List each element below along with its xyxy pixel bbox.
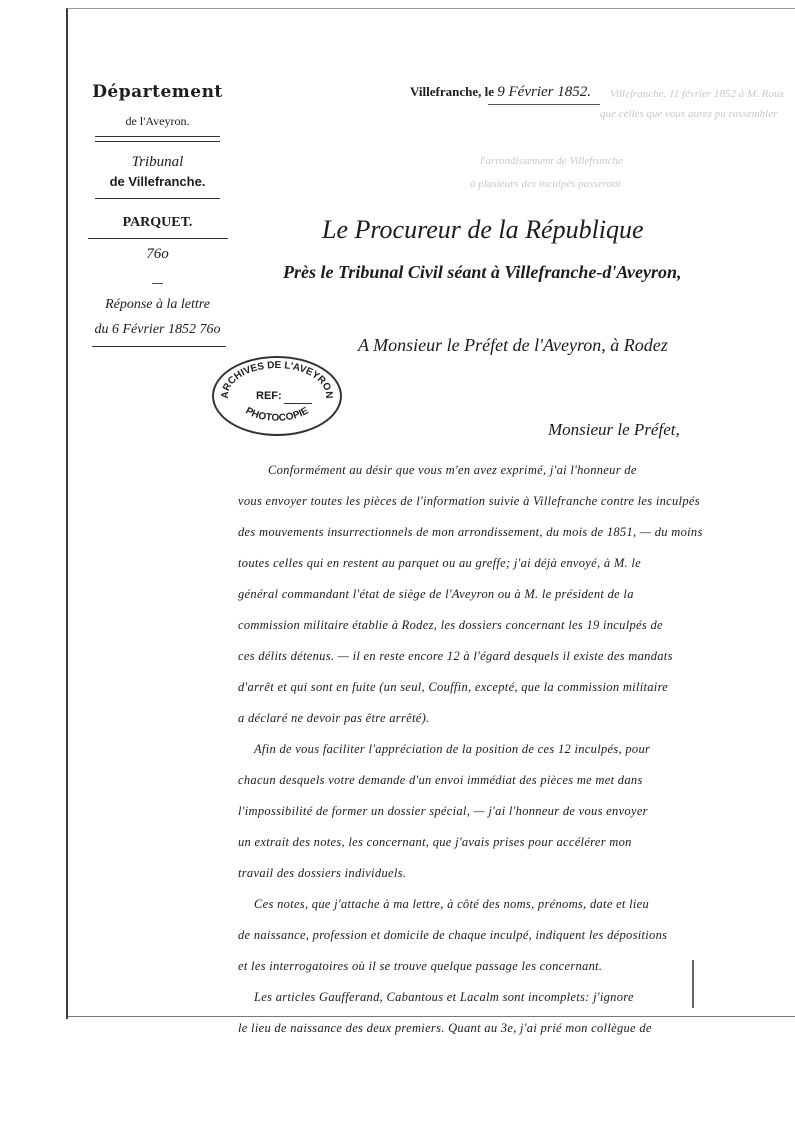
- body-line: a déclaré ne devoir pas être arrêté).: [238, 711, 430, 725]
- body-line: le lieu de naissance des deux premiers. Quant au 3e, j'ai prié mon collègue de: [238, 1021, 652, 1035]
- reply-line-2: du 6 Février 1852 76o: [94, 322, 221, 337]
- archives-stamp: [212, 356, 342, 436]
- separator: [88, 238, 228, 239]
- body-line: Les articles Gaufferand, Cabantous et Lacalm sont incomplets: j'ignore: [254, 990, 634, 1004]
- faint-offset-text: Villefranche, 11 février 1852 à M. Roux: [610, 88, 785, 100]
- faint-offset-text: que celles que vous aurez pu rassembler: [600, 108, 778, 120]
- date-underline: [488, 104, 600, 105]
- parquet-label: PARQUET.: [122, 215, 193, 230]
- date-prefix: Villefranche, le: [410, 84, 494, 99]
- svg-text:PHOTOCOPIE: [244, 405, 311, 424]
- separator: [95, 141, 220, 142]
- department-sub: de l'Aveyron.: [125, 114, 190, 128]
- body-line: vous envoyer toutes les pièces de l'information suivie à Villefranche contre les inculpés: [238, 494, 700, 508]
- body-line: Afin de vous faciliter l'appréciation de la position de ces 12 inculpés, pour: [254, 742, 651, 756]
- separator: [92, 346, 226, 347]
- stamp-ref: REF:: [256, 390, 282, 402]
- separator: [95, 198, 220, 199]
- body-line: et les interrogatoires où il se trouve quelque passage les concernant.: [238, 959, 603, 973]
- dash: —: [151, 276, 164, 290]
- stamp-photocopie-text: PHOTOCOPIE: [243, 405, 311, 424]
- body-line: chacun desquels votre demande d'un envoi immédiat des pièces me met dans: [238, 773, 643, 787]
- sheet-bottom-edge: [68, 1016, 795, 1017]
- body-line: des mouvements insurrectionnels de mon arrondissement, du mois de 1851, — du moins: [238, 525, 703, 539]
- body-line: travail des dossiers individuels.: [238, 866, 407, 880]
- tribunal-label: Tribunal: [131, 154, 184, 170]
- body-line: ces délits détenus. — il en reste encore 12 à l'égard desquels il existe des mandats: [238, 649, 673, 663]
- body-line: de naissance, profession et domicile de chaque inculpé, indiquent les dépositions: [238, 928, 668, 942]
- reply-line-1: Réponse à la lettre: [105, 297, 210, 312]
- reference-number: 76o: [146, 246, 169, 262]
- date-handwritten: 9 Février 1852.: [497, 84, 591, 100]
- faint-offset-text: à plusieurs des inculpés passeront: [470, 178, 621, 190]
- salutation: Monsieur le Préfet,: [548, 420, 680, 439]
- stamp-ref-line: [284, 403, 312, 404]
- body-line: un extrait des notes, les concernant, que j'avais prises pour accélérer mon: [238, 835, 632, 849]
- tribunal-city: de Villefranche.: [109, 174, 206, 189]
- body-line: commission militaire établie à Rodez, les dossiers concernant les 19 inculpés de: [238, 618, 663, 632]
- body-line: d'arrêt et qui sont en fuite (un seul, Couffin, excepté, que la commission militaire: [238, 680, 669, 694]
- tribunal-subtitle: Près le Tribunal Civil séant à Villefranche-d'Aveyron,: [283, 262, 682, 282]
- body-line: l'impossibilité de former un dossier spécial, — j'ai l'honneur de vous envoyer: [238, 804, 648, 818]
- procureur-title: Le Procureur de la République: [322, 215, 644, 244]
- department-heading: Département: [92, 82, 223, 102]
- faint-offset-text: l'arrondissement de Villefranche: [480, 155, 623, 167]
- body-line: Ces notes, que j'attache à ma lettre, à côté des noms, prénoms, date et lieu: [254, 897, 650, 911]
- body-line: général commandant l'état de siège de l'Aveyron ou à M. le président de la: [238, 587, 634, 601]
- body-line: toutes celles qui en restent au parquet ou au greffe; j'ai déjà envoyé, à M. le: [238, 556, 642, 570]
- addressee: A Monsieur le Préfet de l'Aveyron, à Rodez: [358, 335, 668, 355]
- stamp-archives-text: ARCHIVES DE L'AVEYRON: [219, 359, 335, 399]
- margin-mark: [692, 960, 694, 1008]
- body-line: Conformément au désir que vous m'en avez exprimé, j'ai l'honneur de: [268, 463, 637, 477]
- separator: [95, 136, 220, 137]
- letter-date: [410, 84, 591, 101]
